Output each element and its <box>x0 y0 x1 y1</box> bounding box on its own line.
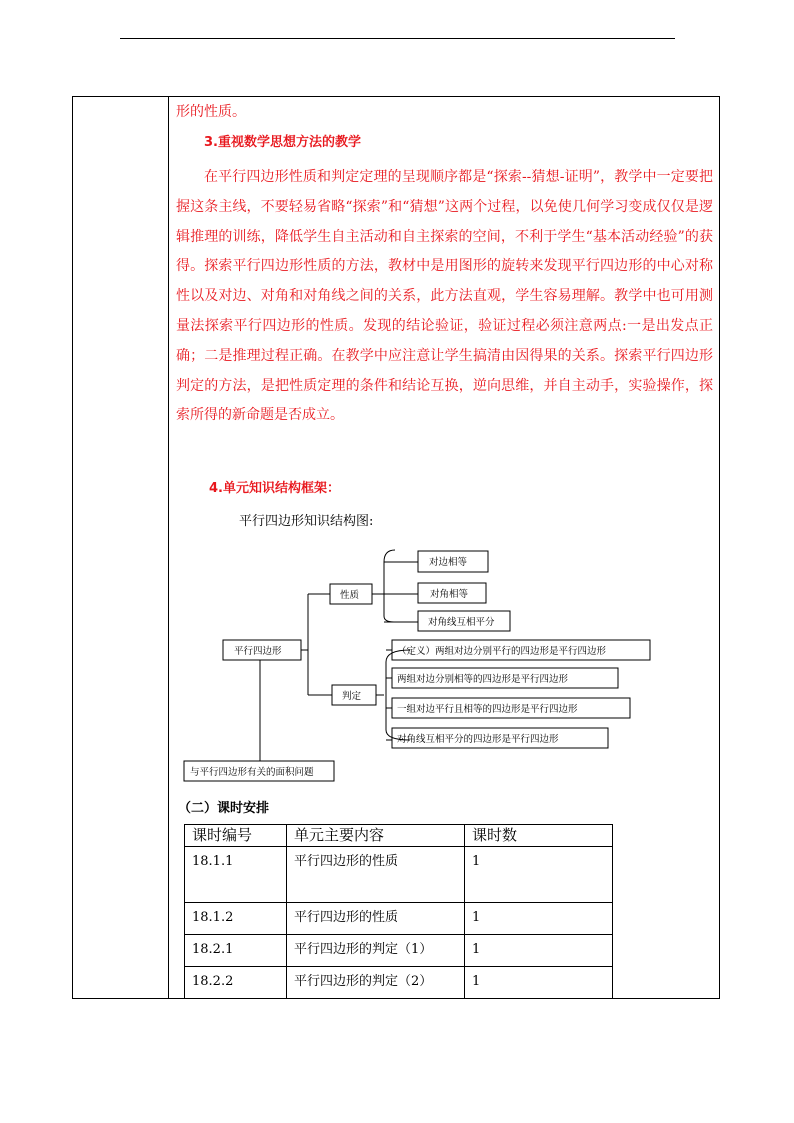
content-table-column-divider <box>168 96 169 999</box>
property-label-2: 对角相等 <box>430 589 469 600</box>
table-header-row <box>185 825 613 847</box>
criteria-label-1: （定义）两组对边分别平行的四边形是平行四边形 <box>397 646 607 657</box>
schedule-table <box>184 824 613 999</box>
knowledge-structure-diagram <box>170 540 670 785</box>
section-4-heading: 4.单元知识结构框架： <box>209 481 340 496</box>
header-rule <box>120 38 675 39</box>
schedule-heading: （二）课时安排 <box>178 801 270 816</box>
table-cell: 平行四边形的判定（1） <box>287 935 465 967</box>
table-cell: 1 <box>465 847 613 903</box>
table-cell: 18.2.2 <box>185 967 287 999</box>
column-header: 课时编号 <box>185 825 287 847</box>
continued-text: 形的性质。 <box>176 104 246 120</box>
table-row <box>185 967 613 999</box>
criteria-label-2: 两组对边分别相等的四边形是平行四边形 <box>397 674 569 685</box>
table-cell: 1 <box>465 935 613 967</box>
table-row <box>185 935 613 967</box>
criteria-label: 判定 <box>342 691 362 702</box>
column-header: 课时数 <box>465 825 613 847</box>
table-cell: 18.1.1 <box>185 847 287 903</box>
property-label-1: 对边相等 <box>429 557 468 568</box>
criteria-label-4: 对角线互相平分的四边形是平行四边形 <box>397 734 559 745</box>
section-3-paragraph: 在平行四边形性质和判定定理的呈现顺序都是“探索--猜想-证明”，教学中一定要把握这条主线，不要轻易省略“探索”和“猜想”这两个过程，以免使几何学习变成仅仅是逻辑推理的训练，降低学生自主活动和自主探索的空间，不利于学生“基本活动经验”的获得。探索平行四边形性质的方法，教材中是用图形的旋转来发现平行四边形的中心对称性以及对边、对角和对角线之间的关系，此方法直观，学生容易理解。教学中也可用测量法探索平行四边形的性质。发现的结论验证，验证过程必须注意两点:一是出发点正确；二是推理过程正确。在教学中应注意让学生搞清由因得果的关系。探索平行四边形判定的方法，是把性质定理的条件和结论互换，逆向思维，并自主动手，实验操作，探索所得的新命题是否成立。 <box>176 169 713 424</box>
table-cell: 18.1.2 <box>185 903 287 935</box>
table-cell: 1 <box>465 967 613 999</box>
diagram-caption: 平行四边形知识结构图: <box>239 514 374 529</box>
root-label: 平行四边形 <box>234 646 282 657</box>
property-label-3: 对角线互相平分 <box>428 617 495 628</box>
table-cell: 18.2.1 <box>185 935 287 967</box>
column-header: 单元主要内容 <box>287 825 465 847</box>
table-row <box>185 847 613 903</box>
table-cell: 1 <box>465 903 613 935</box>
table-cell: 平行四边形的判定（2） <box>287 967 465 999</box>
table-cell: 平行四边形的性质 <box>287 903 465 935</box>
section-3-heading: 3.重视数学思想方法的教学 <box>204 135 361 150</box>
area-label: 与平行四边形有关的面积问题 <box>190 767 314 778</box>
criteria-label-3: 一组对边平行且相等的四边形是平行四边形 <box>397 704 578 715</box>
table-cell: 平行四边形的性质 <box>287 847 465 903</box>
properties-label: 性质 <box>340 590 360 601</box>
table-row <box>185 903 613 935</box>
